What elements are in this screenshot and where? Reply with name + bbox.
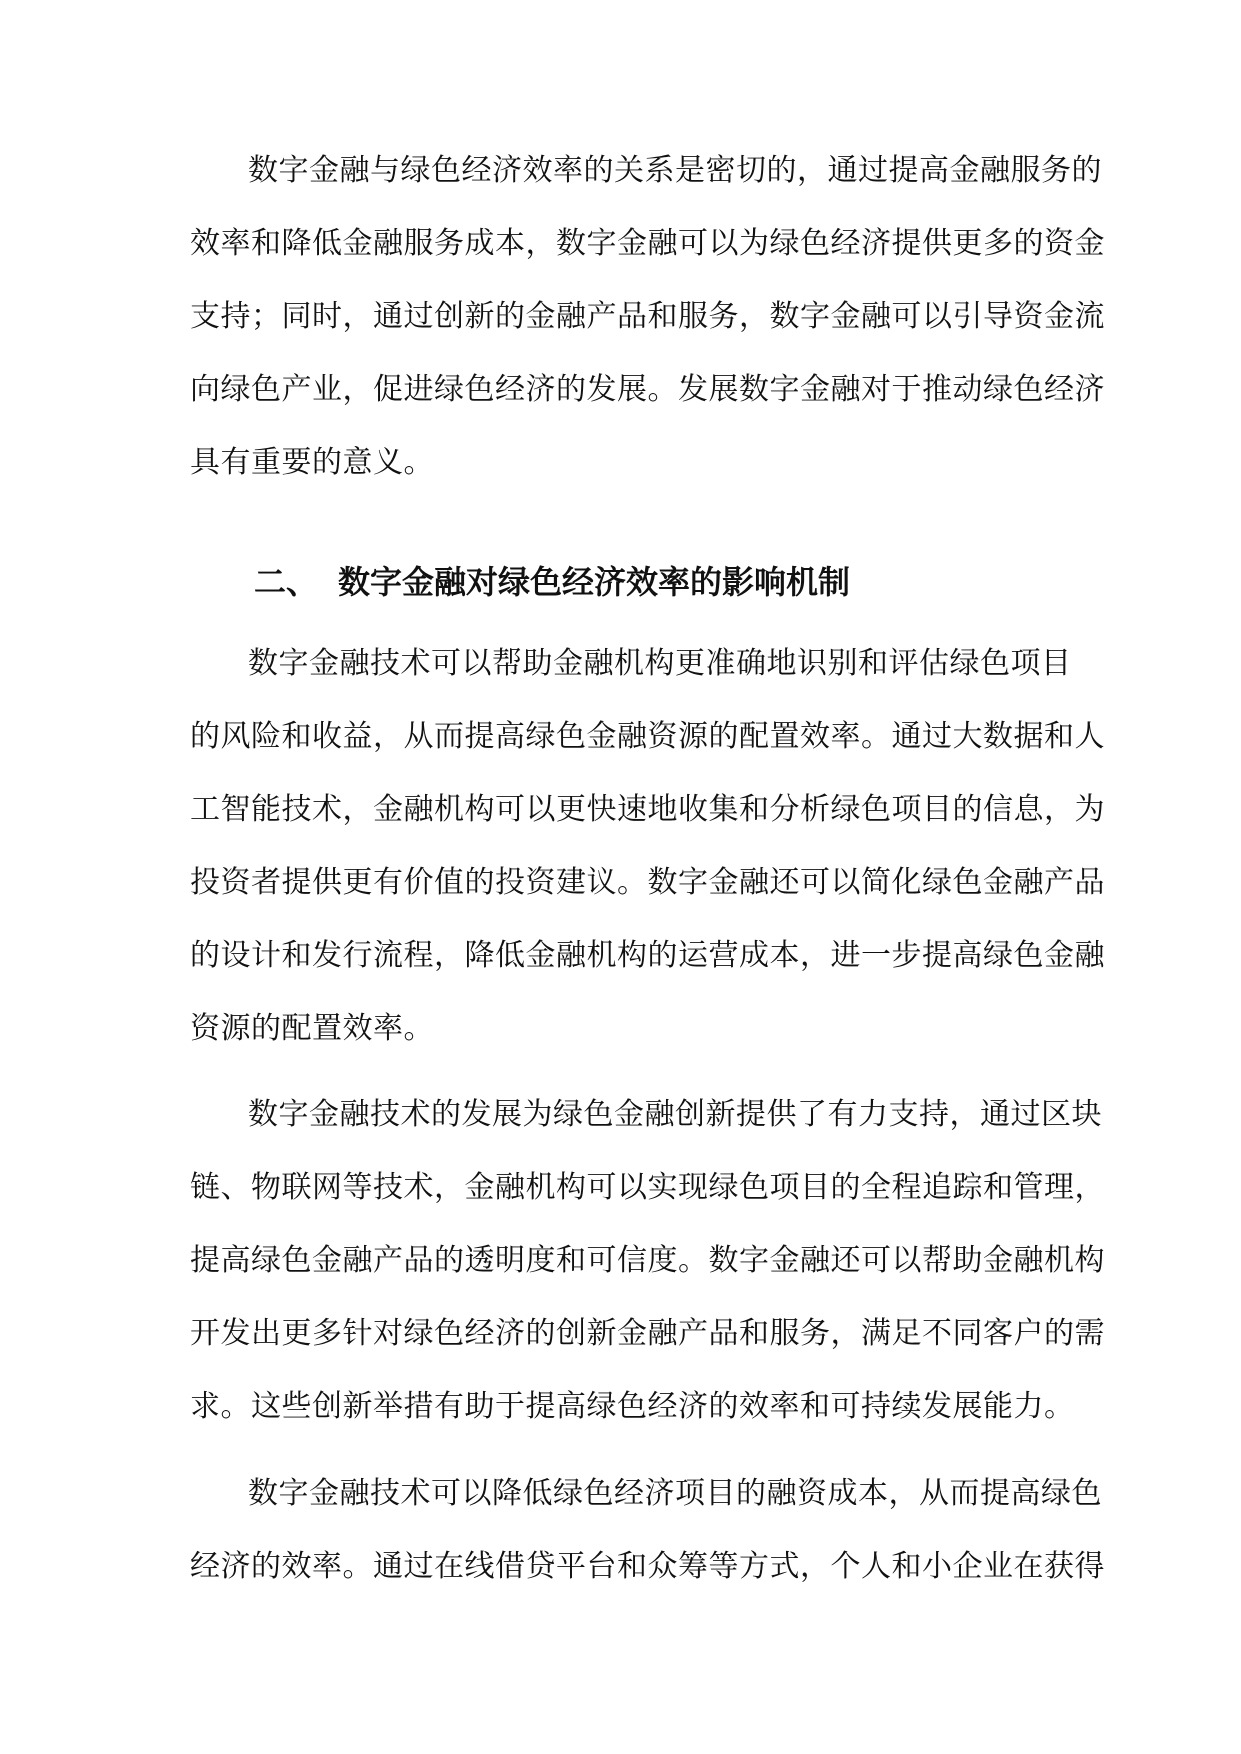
section-heading	[254, 561, 850, 603]
paragraph-line: 链、物联网等技术，金融机构可以实现绿色项目的全程追踪和管理，	[190, 1170, 1105, 1205]
paragraph-line: 投资者提供更有价值的投资建议。数字金融还可以简化绿色金融产品	[190, 865, 1105, 900]
paragraph-line: 提高绿色金融产品的透明度和可信度。数字金融还可以帮助金融机构	[190, 1243, 1105, 1278]
paragraph-line: 数字金融与绿色经济效率的关系是密切的，通过提高金融服务的	[248, 153, 1102, 188]
paragraph-line: 支持；同时，通过创新的金融产品和服务，数字金融可以引导资金流	[190, 299, 1105, 334]
paragraph-line: 数字金融技术可以降低绿色经济项目的融资成本，从而提高绿色	[248, 1476, 1102, 1511]
paragraph-line: 向绿色产业，促进绿色经济的发展。发展数字金融对于推动绿色经济	[190, 372, 1105, 407]
paragraph-line: 工智能技术，金融机构可以更快速地收集和分析绿色项目的信息，为	[190, 792, 1105, 827]
section-number: 二、	[254, 563, 319, 601]
paragraph-line: 具有重要的意义。	[190, 445, 434, 480]
section-title: 数字金融对绿色经济效率的影响机制	[338, 563, 851, 601]
paragraph-line: 数字金融技术的发展为绿色金融创新提供了有力支持，通过区块	[248, 1097, 1102, 1132]
paragraph-line: 数字金融技术可以帮助金融机构更准确地识别和评估绿色项目	[248, 646, 1072, 681]
paragraph-line: 资源的配置效率。	[190, 1011, 434, 1046]
paragraph-line: 经济的效率。通过在线借贷平台和众筹等方式，个人和小企业在获得	[190, 1549, 1105, 1584]
paragraph-line: 效率和降低金融服务成本，数字金融可以为绿色经济提供更多的资金	[190, 226, 1105, 261]
paragraph-line: 开发出更多针对绿色经济的创新金融产品和服务，满足不同客户的需	[190, 1316, 1105, 1351]
paragraph-line: 的风险和收益，从而提高绿色金融资源的配置效率。通过大数据和人	[190, 719, 1105, 754]
paragraph-line: 的设计和发行流程，降低金融机构的运营成本，进一步提高绿色金融	[190, 938, 1105, 973]
paragraph-line: 求。这些创新举措有助于提高绿色经济的效率和可持续发展能力。	[190, 1389, 1075, 1424]
